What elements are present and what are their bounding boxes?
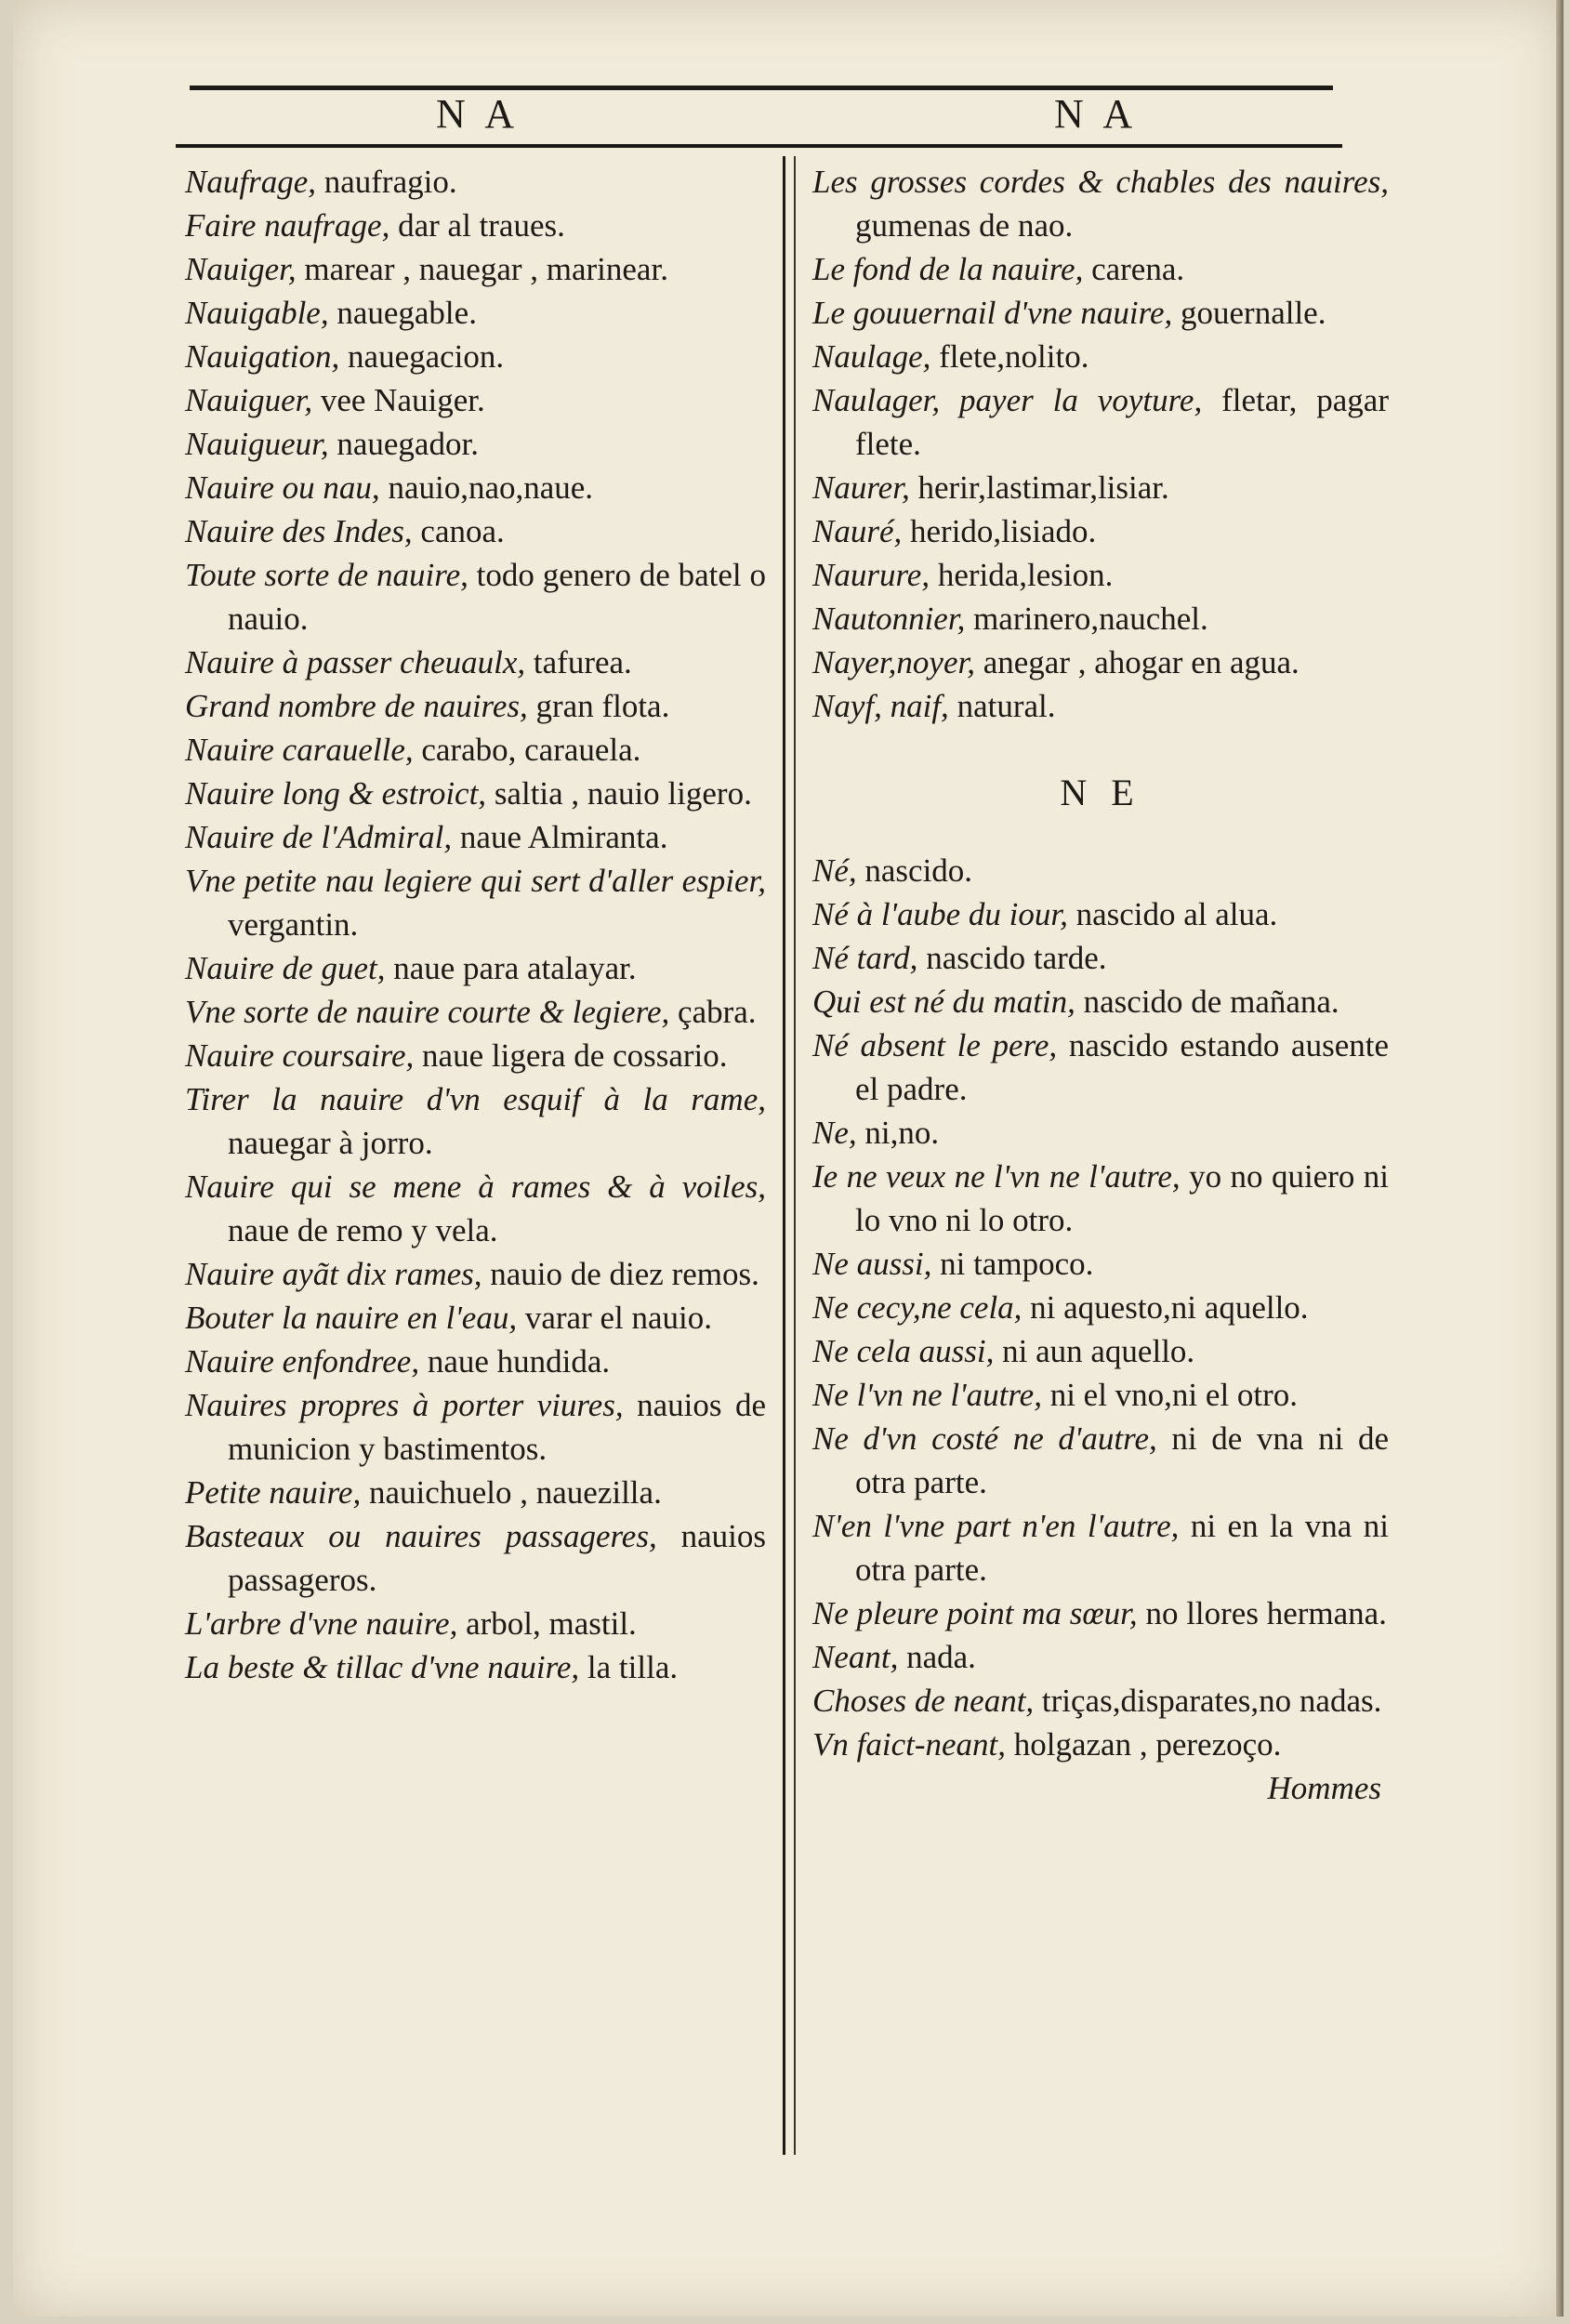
spanish-translation: canoa. [412, 513, 505, 549]
dictionary-entry [812, 980, 1389, 1023]
french-headword: Bouter la nauire en l'eau, [185, 1300, 518, 1336]
spanish-translation: marear , nauegar , marinear. [296, 251, 668, 287]
dictionary-entry [185, 1514, 766, 1602]
book-page [13, 0, 1563, 2317]
french-headword: Né tard, [812, 940, 918, 976]
dictionary-entry [812, 1679, 1389, 1723]
french-headword: Nayf, naif, [812, 688, 949, 724]
dictionary-entry [185, 335, 766, 378]
page-spine-edge [1556, 0, 1563, 2317]
spanish-translation: ni de vna ni de otra parte. [855, 1420, 1389, 1500]
spanish-translation: yo no quiero ni lo vno ni lo otro. [855, 1158, 1389, 1238]
french-headword: Vne petite nau legiere qui sert d'aller espier, [185, 863, 766, 899]
dictionary-entry [812, 247, 1389, 291]
dictionary-entry [812, 936, 1389, 980]
spanish-translation: nauios de municion y bastimentos. [228, 1387, 766, 1467]
dictionary-entry [185, 291, 766, 335]
spanish-translation: saltia , nauio ligero. [486, 775, 752, 812]
spanish-translation: todo genero de batel o nauio. [228, 557, 766, 637]
french-headword: Nauigueur, [185, 426, 329, 462]
dictionary-entry [185, 1340, 766, 1383]
french-headword: Nauire enfondree, [185, 1343, 420, 1380]
spanish-translation: gumenas de nao. [855, 207, 1074, 244]
spanish-translation: tafurea. [525, 644, 632, 680]
dictionary-entry [185, 509, 766, 553]
dictionary-entry [185, 1645, 766, 1689]
french-headword: Né, [812, 852, 857, 889]
french-headword: Nauire ayãt dix rames, [185, 1256, 482, 1292]
spanish-translation: carena. [1083, 251, 1185, 287]
dictionary-entry [185, 1383, 766, 1471]
french-headword: Basteaux ou nauires passageres, [185, 1518, 657, 1554]
right-column-top-entries [812, 160, 1389, 728]
dictionary-entry [185, 815, 766, 859]
french-headword: Nauire de l'Admiral, [185, 819, 453, 855]
dictionary-entry [812, 553, 1389, 597]
spanish-translation: dar al traues. [389, 207, 565, 244]
spanish-translation: herido,lisiado. [902, 513, 1097, 549]
dictionary-entry [812, 1373, 1389, 1417]
spanish-translation: natural. [948, 688, 1056, 724]
spanish-translation: nauio de diez remos. [482, 1256, 759, 1292]
dictionary-entry [812, 378, 1389, 466]
french-headword: Ie ne veux ne l'vn ne l'autre, [812, 1158, 1181, 1195]
dictionary-entry [812, 466, 1389, 509]
dictionary-entry [812, 1155, 1389, 1242]
french-headword: Nauigable, [185, 295, 329, 331]
spanish-translation: flete,nolito. [930, 338, 1089, 375]
left-column [185, 160, 766, 1689]
section-heading-ne: N E [1060, 772, 1141, 813]
french-headword: Nauire coursaire, [185, 1037, 415, 1074]
french-headword: Nauire long & estroict, [185, 775, 487, 812]
dictionary-entry [812, 1417, 1389, 1504]
dictionary-entry [185, 684, 766, 728]
french-headword: Qui est né du matin, [812, 984, 1075, 1020]
dictionary-entry [812, 597, 1389, 640]
french-headword: Faire naufrage, [185, 207, 390, 244]
spanish-translation: no llores hermana. [1137, 1595, 1387, 1631]
spanish-translation: naue hundida. [419, 1343, 611, 1380]
dictionary-entry [185, 1296, 766, 1340]
french-headword: Nauire à passer cheuaulx, [185, 644, 526, 680]
french-headword: Ne cela aussi, [812, 1333, 995, 1369]
spanish-translation: anegar , ahogar en agua. [974, 644, 1300, 680]
spanish-translation: herida,lesion. [930, 557, 1114, 593]
french-headword: Vne sorte de nauire courte & legiere, [185, 994, 670, 1030]
french-headword: Ne, [812, 1115, 857, 1151]
french-headword: Nauire carauelle, [185, 732, 414, 768]
spanish-translation: arbol, mastil. [457, 1605, 637, 1642]
spanish-translation: ni tampoco. [931, 1246, 1094, 1282]
spanish-translation: ni aun aquello. [994, 1333, 1195, 1369]
dictionary-entry [185, 728, 766, 772]
spanish-translation: nauios passageros. [228, 1518, 767, 1598]
spanish-translation: la tilla. [579, 1649, 679, 1685]
dictionary-entry [812, 291, 1389, 335]
french-headword: N'en l'vne part n'en l'autre, [812, 1508, 1180, 1544]
dictionary-entry [812, 160, 1389, 247]
french-headword: Naufrage, [185, 164, 316, 200]
french-headword: Tirer la nauire d'vn esquif à la rame, [185, 1081, 766, 1117]
french-headword: Nauire des Indes, [185, 513, 413, 549]
top-rule [190, 86, 1333, 90]
french-headword: Nauiger, [185, 251, 297, 287]
french-headword: Nauires propres à porter viures, [185, 1387, 624, 1423]
french-headword: Ne l'vn ne l'autre, [812, 1377, 1042, 1413]
dictionary-entry [812, 640, 1389, 684]
dictionary-entry [185, 1034, 766, 1077]
dictionary-entry [185, 247, 766, 291]
french-headword: Nauigation, [185, 338, 340, 375]
dictionary-entry [185, 990, 766, 1034]
column-divider [783, 156, 785, 2155]
dictionary-entry [812, 684, 1389, 728]
french-headword: Les grosses cordes & chables des nauires, [812, 164, 1389, 200]
dictionary-entry [185, 422, 766, 466]
spanish-translation: ni,no. [856, 1115, 940, 1151]
french-headword: L'arbre d'vne nauire, [185, 1605, 458, 1642]
spanish-translation: naue para atalayar. [385, 950, 637, 986]
right-column [812, 160, 1389, 1810]
french-headword: Le gouuernail d'vne nauire, [812, 295, 1173, 331]
dictionary-entry [185, 1602, 766, 1645]
spanish-translation: vee Nauiger. [312, 382, 485, 418]
spanish-translation: nauegacion. [339, 338, 505, 375]
french-headword: Naulage, [812, 338, 931, 375]
dictionary-entry [812, 1591, 1389, 1635]
right-column-bottom-entries [812, 849, 1389, 1766]
dictionary-entry [185, 204, 766, 247]
french-headword: La beste & tillac d'vne nauire, [185, 1649, 580, 1685]
spanish-translation: marinero,nauchel. [965, 601, 1208, 637]
french-headword: Le fond de la nauire, [812, 251, 1084, 287]
dictionary-entry [812, 1723, 1389, 1766]
dictionary-entry [185, 772, 766, 815]
french-headword: Nauire qui se mene à rames & à voiles, [185, 1169, 766, 1205]
french-headword: Vn faict-neant, [812, 1726, 1007, 1763]
dictionary-entry [185, 466, 766, 509]
spanish-translation: naufragio. [315, 164, 457, 200]
spanish-translation: carabo, carauela. [413, 732, 641, 768]
french-headword: Nauiguer, [185, 382, 313, 418]
spanish-translation: nauegador. [328, 426, 479, 462]
french-headword: Nauré, [812, 513, 903, 549]
dictionary-entry [185, 1077, 766, 1165]
french-headword: Ne aussi, [812, 1246, 932, 1282]
spanish-translation: nascido tarde. [917, 940, 1107, 976]
running-head-left: N A [436, 91, 521, 137]
dictionary-entry [185, 553, 766, 640]
running-head-right: N A [1054, 91, 1139, 137]
spanish-translation: varar el nauio. [517, 1300, 712, 1336]
spanish-translation: nascido de mañana. [1075, 984, 1339, 1020]
spanish-translation: nauio,nao,naue. [379, 469, 594, 506]
header-rule [176, 144, 1342, 148]
dictionary-entry [812, 1023, 1389, 1111]
french-headword: Nauire ou nau, [185, 469, 380, 506]
dictionary-entry [812, 335, 1389, 378]
french-headword: Ne pleure point ma sœur, [812, 1595, 1138, 1631]
dictionary-entry [185, 1252, 766, 1296]
spanish-translation: nauegar à jorro. [228, 1125, 433, 1161]
dictionary-entry [185, 1165, 766, 1252]
catchword: Hommes [1267, 1770, 1381, 1806]
french-headword: Toute sorte de nauire, [185, 557, 468, 593]
spanish-translation: ni aquesto,ni aquello. [1022, 1289, 1309, 1326]
spanish-translation: nauegable. [328, 295, 477, 331]
french-headword: Nayer,noyer, [812, 644, 975, 680]
dictionary-entry [812, 1242, 1389, 1286]
spanish-translation: nascido. [856, 852, 973, 889]
column-divider-inner [794, 156, 796, 2155]
french-headword: Neant, [812, 1639, 899, 1675]
french-headword: Naulager, payer la voyture, [812, 382, 1203, 418]
spanish-translation: naue de remo y vela. [228, 1212, 498, 1248]
spanish-translation: holgazan , perezoço. [1006, 1726, 1282, 1763]
spanish-translation: gran flota. [527, 688, 670, 724]
spanish-translation: ni en la vna ni otra parte. [855, 1508, 1389, 1588]
spanish-translation: fletar, pagar flete. [855, 382, 1389, 462]
spanish-translation: nauichuelo , nauezilla. [361, 1474, 662, 1511]
dictionary-entry [185, 859, 766, 946]
french-headword: Grand nombre de nauires, [185, 688, 528, 724]
dictionary-entry [185, 160, 766, 204]
spanish-translation: ni el vno,ni el otro. [1041, 1377, 1299, 1413]
french-headword: Naurure, [812, 557, 930, 593]
spanish-translation: herir,lastimar,lisiar. [909, 469, 1169, 506]
french-headword: Né à l'aube du iour, [812, 896, 1068, 932]
dictionary-entry [185, 378, 766, 422]
dictionary-entry [812, 509, 1389, 553]
dictionary-entry [812, 1504, 1389, 1591]
spanish-translation: naue ligera de cossario. [414, 1037, 728, 1074]
french-headword: Choses de neant, [812, 1683, 1035, 1719]
dictionary-entry [812, 1635, 1389, 1679]
dictionary-entry [812, 849, 1389, 892]
dictionary-entry [812, 892, 1389, 936]
french-headword: Né absent le pere, [812, 1027, 1058, 1063]
spanish-translation: naue Almiranta. [452, 819, 668, 855]
spanish-translation: nascido al alua. [1067, 896, 1278, 932]
dictionary-entry [812, 1286, 1389, 1329]
french-headword: Ne d'vn costé ne d'autre, [812, 1420, 1157, 1457]
dictionary-entry [185, 946, 766, 990]
dictionary-entry [812, 1111, 1389, 1155]
french-headword: Nautonnier, [812, 601, 966, 637]
spanish-translation: vergantin. [228, 906, 359, 943]
french-headword: Ne cecy,ne cela, [812, 1289, 1022, 1326]
spanish-translation: nascido estando ausente el padre. [855, 1027, 1389, 1107]
spanish-translation: triças,disparates,no nadas. [1034, 1683, 1382, 1719]
spanish-translation: nada. [898, 1639, 976, 1675]
spanish-translation: çabra. [669, 994, 757, 1030]
french-headword: Naurer, [812, 469, 910, 506]
french-headword: Nauire de guet, [185, 950, 386, 986]
spanish-translation: gouernalle. [1172, 295, 1326, 331]
french-headword: Petite nauire, [185, 1474, 362, 1511]
dictionary-entry [185, 1471, 766, 1514]
dictionary-entry [185, 640, 766, 684]
dictionary-entry [812, 1329, 1389, 1373]
